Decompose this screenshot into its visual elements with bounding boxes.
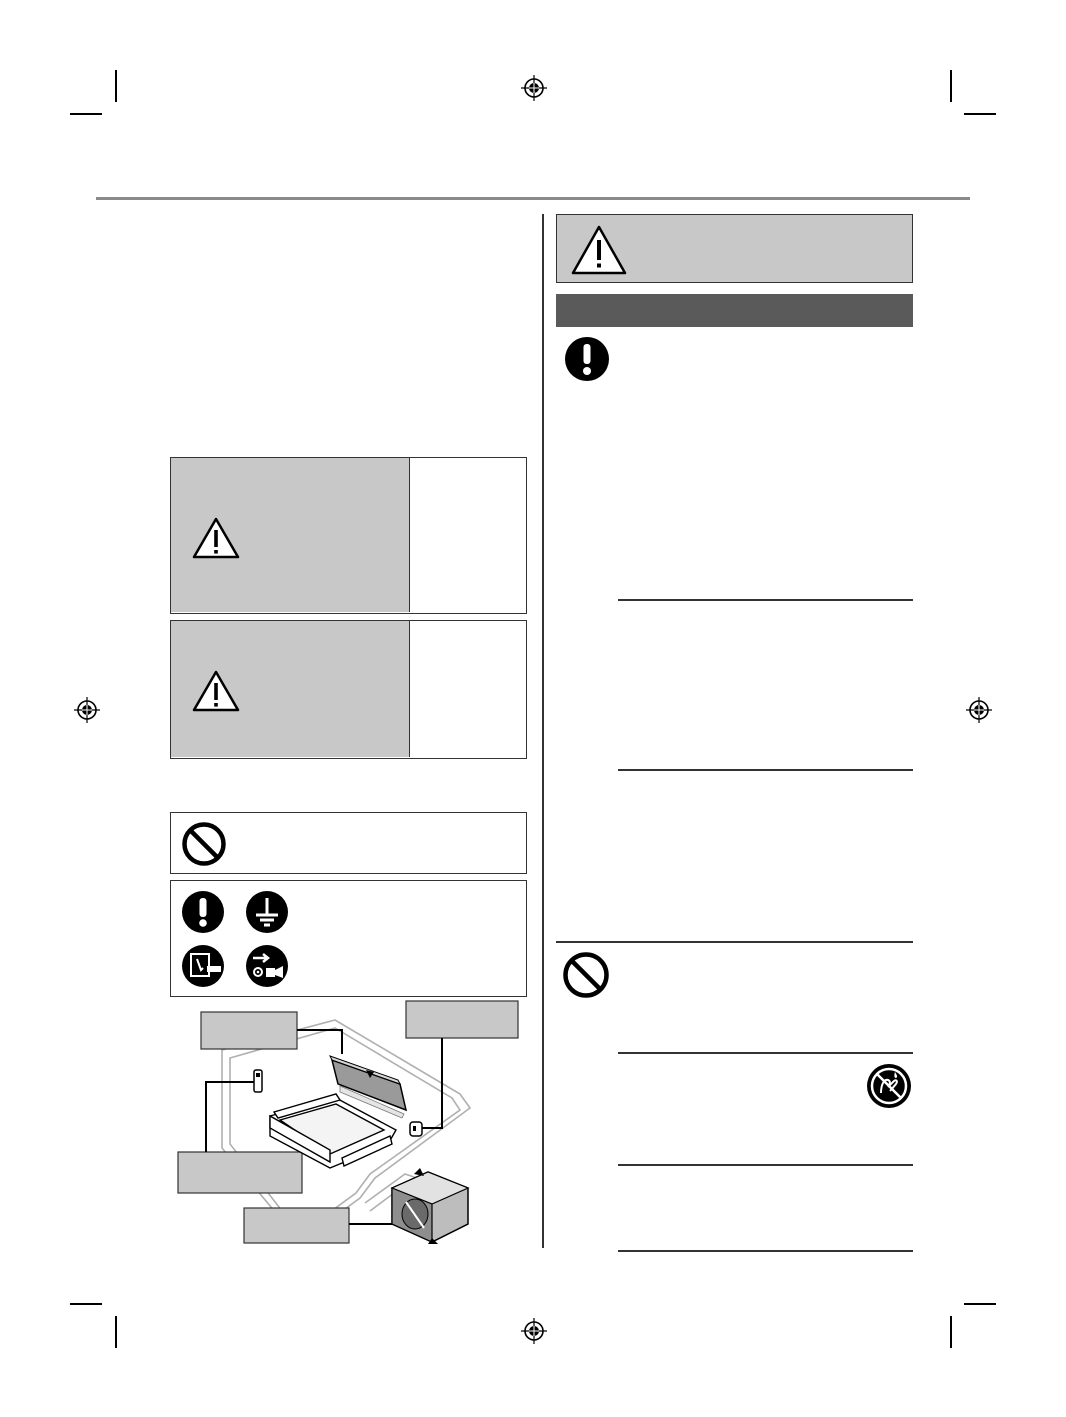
mandatory-symbols-box [170, 880, 527, 997]
item-separator [618, 1250, 913, 1252]
registration-mark-icon [966, 697, 992, 723]
crop-mark [115, 70, 117, 102]
item-separator [618, 1164, 913, 1166]
item-separator [618, 599, 913, 601]
outdoor-unit-drawing [392, 1168, 468, 1244]
caution-panel [170, 620, 527, 759]
no-wet-hands-icon [866, 1063, 912, 1109]
crop-mark [964, 1303, 996, 1305]
header-rule [96, 197, 970, 200]
warning-triangle-icon [191, 669, 241, 713]
prohibition-icon [562, 951, 610, 999]
power-plug-drawing [410, 1122, 422, 1136]
column-divider [542, 214, 544, 1248]
unplug-power-icon [181, 944, 225, 988]
prohibited-symbol-box [170, 812, 527, 874]
air-conditioner-installation-illustration [170, 998, 530, 1248]
remote-control-drawing [254, 1070, 262, 1092]
exclamation-mandatory-icon [181, 890, 225, 934]
prohibition-icon [181, 821, 227, 867]
exclamation-mandatory-icon [564, 336, 610, 382]
crop-mark [950, 70, 952, 102]
power-plug-label [406, 1001, 518, 1038]
outdoor-unit-label [244, 1208, 349, 1243]
remote-control-label [178, 1152, 302, 1193]
registration-mark-icon [521, 1318, 547, 1344]
registration-mark-icon [74, 697, 100, 723]
crop-mark [964, 113, 996, 115]
warning-triangle-icon [570, 224, 628, 276]
registration-mark-icon [521, 75, 547, 101]
item-separator [618, 769, 913, 771]
warning-panel [170, 457, 527, 614]
warning-triangle-icon [191, 516, 241, 560]
disconnect-plug-icon [245, 944, 289, 988]
item-separator [618, 1052, 913, 1054]
indoor-unit-label [201, 1012, 297, 1049]
crop-mark [70, 1303, 102, 1305]
crop-mark [950, 1316, 952, 1348]
warning-banner [556, 214, 913, 283]
section-header-bar [556, 294, 913, 327]
earth-ground-icon [245, 890, 289, 934]
crop-mark [115, 1316, 117, 1348]
section-separator [556, 941, 913, 943]
crop-mark [70, 113, 102, 115]
